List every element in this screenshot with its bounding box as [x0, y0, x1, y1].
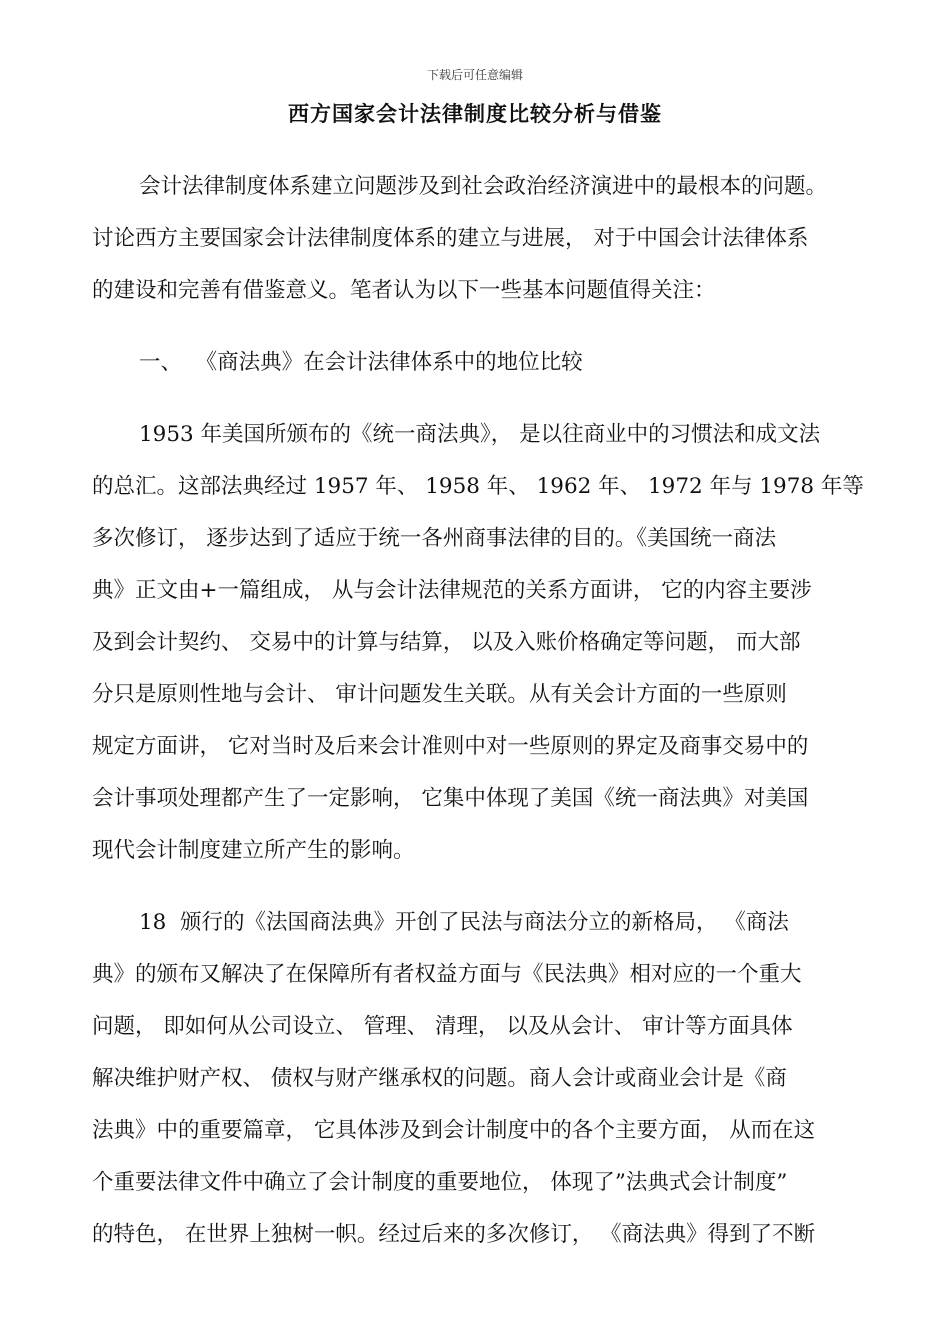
header-note: 下载后可任意编辑: [426, 68, 523, 82]
text-line: 典》的颁布又解决了在保障所有者权益方面与《民法典》相对应的一个重大: [92, 962, 802, 987]
text-line: 会计法律制度体系建立问题涉及到社会政治经济演进中的最根本的问题。: [139, 174, 828, 199]
text-line: 的建设和完善有借鉴意义。笔者认为以下一些基本问题值得关注：: [92, 278, 716, 303]
text-line: 解决维护财产权、 债权与财产继承权的问题。商人会计或商业会计是《商: [92, 1066, 787, 1091]
text-line: 的特色， 在世界上独树一帜。经过后来的多次修订， 《商法典》得到了不断: [92, 1222, 816, 1247]
text-line: 的总汇。这部法典经过 1957 年、 1958 年、 1962 年、 1972 年与 1978 年等: [92, 474, 864, 499]
text-line: 规定方面讲， 它对当时及后来会计准则中对一些原则的界定及商事交易中的: [92, 734, 809, 759]
text-line: 多次修订， 逐步达到了适应于统一各州商事法律的目的。《美国统一商法: [92, 526, 777, 551]
text-line: 个重要法律文件中确立了会计制度的重要地位， 体现了”法典式会计制度”: [92, 1170, 788, 1195]
text-line: 法典》中的重要篇章， 它具体涉及到会计制度中的各个主要方面， 从而在这: [92, 1118, 816, 1143]
document-title: 西方国家会计法律制度比较分析与借鉴: [288, 101, 662, 126]
text-line: 会计事项处理都产生了一定影响， 它集中体现了美国《统一商法典》对美国: [92, 786, 809, 811]
section-heading: 一、 《商法典》在会计法律体系中的地位比较: [139, 350, 583, 375]
text-line: 分只是原则性地与会计、 审计问题发生关联。从有关会计方面的一些原则: [92, 682, 787, 707]
text-line: 及到会计契约、 交易中的计算与结算， 以及入账价格确定等问题， 而大部: [92, 630, 801, 655]
text-line: 1953 年美国所颁布的《统一商法典》， 是以往商业中的习惯法和成文法: [139, 422, 821, 447]
text-line: 典》正文由+一篇组成， 从与会计法律规范的关系方面讲， 它的内容主要涉: [92, 578, 812, 603]
text-line: 现代会计制度建立所产生的影响。: [92, 838, 415, 863]
text-line: 讨论西方主要国家会计法律制度体系的建立与进展， 对于中国会计法律体系: [92, 226, 809, 251]
text-line: 18 颁行的《法国商法典》开创了民法与商法分立的新格局， 《商法: [139, 910, 789, 935]
text-line: 问题， 即如何从公司设立、 管理、 清理， 以及从会计、 审计等方面具体: [92, 1014, 793, 1039]
